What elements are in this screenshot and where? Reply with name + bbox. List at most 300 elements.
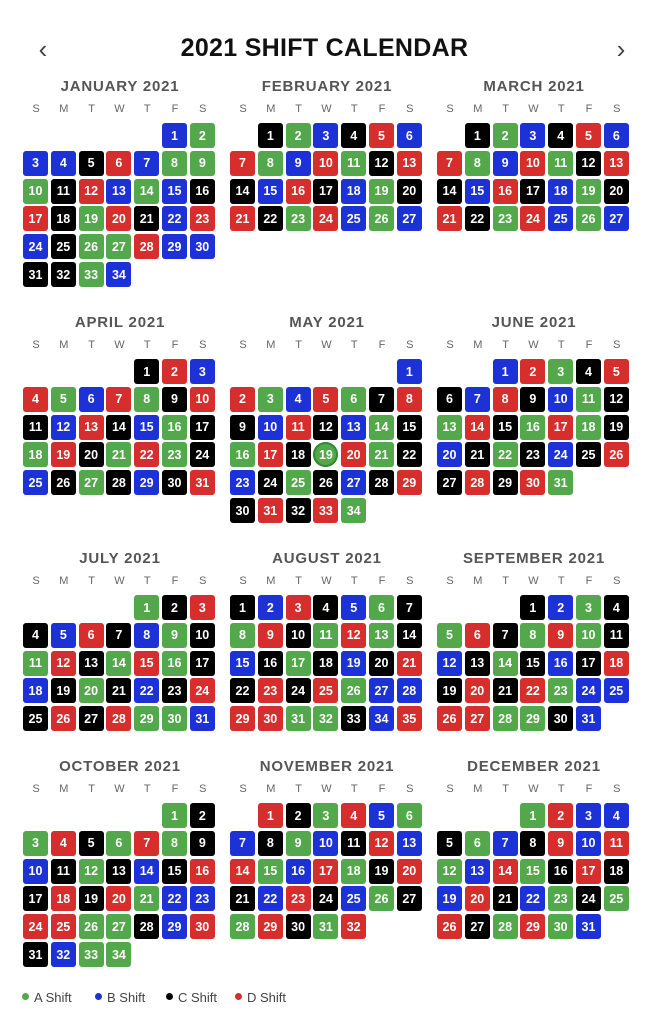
day-cell[interactable]: 19 [437,678,462,703]
day-cell[interactable]: 5 [341,595,366,620]
day-cell[interactable]: 2 [162,359,187,384]
day-cell[interactable]: 18 [23,442,48,467]
day-cell[interactable]: 22 [162,206,187,231]
day-cell[interactable]: 19 [437,886,462,911]
day-cell[interactable]: 15 [162,179,187,204]
day-cell[interactable]: 32 [341,914,366,939]
day-cell[interactable]: 7 [106,387,131,412]
day-cell[interactable]: 23 [286,886,311,911]
day-cell[interactable]: 16 [548,651,573,676]
day-cell[interactable]: 17 [286,651,311,676]
day-cell[interactable]: 11 [51,179,76,204]
day-cell[interactable]: 12 [51,415,76,440]
day-cell[interactable]: 8 [134,623,159,648]
day-cell[interactable]: 24 [190,678,215,703]
day-cell[interactable]: 10 [313,151,338,176]
day-cell[interactable]: 9 [520,387,545,412]
day-cell[interactable]: 12 [604,387,629,412]
day-cell[interactable]: 2 [286,803,311,828]
day-cell[interactable]: 16 [286,179,311,204]
day-cell[interactable]: 12 [437,859,462,884]
day-cell[interactable]: 24 [576,886,601,911]
day-cell[interactable]: 13 [341,415,366,440]
day-cell[interactable]: 4 [604,803,629,828]
day-cell[interactable]: 20 [465,886,490,911]
day-cell[interactable]: 19 [369,179,394,204]
day-cell[interactable]: 14 [369,415,394,440]
day-cell[interactable]: 4 [51,831,76,856]
day-cell[interactable]: 3 [258,387,283,412]
day-cell[interactable]: 21 [230,206,255,231]
day-cell[interactable]: 24 [548,442,573,467]
day-cell[interactable]: 13 [465,859,490,884]
day-cell[interactable]: 20 [369,651,394,676]
day-cell[interactable]: 6 [465,623,490,648]
day-cell[interactable]: 30 [190,914,215,939]
day-cell[interactable]: 17 [190,651,215,676]
day-cell[interactable]: 11 [313,623,338,648]
day-cell[interactable]: 17 [23,206,48,231]
day-cell[interactable]: 20 [106,886,131,911]
day-cell[interactable]: 2 [162,595,187,620]
day-cell[interactable]: 18 [604,859,629,884]
day-cell[interactable]: 6 [106,831,131,856]
day-cell[interactable]: 19 [604,415,629,440]
day-cell[interactable]: 11 [51,859,76,884]
day-cell[interactable]: 13 [106,179,131,204]
day-cell[interactable]: 3 [548,359,573,384]
day-cell[interactable]: 31 [190,470,215,495]
day-cell[interactable]: 3 [190,595,215,620]
day-cell[interactable]: 23 [190,206,215,231]
day-cell[interactable]: 6 [397,803,422,828]
day-cell[interactable]: 30 [190,234,215,259]
day-cell[interactable]: 27 [604,206,629,231]
day-cell[interactable]: 16 [230,442,255,467]
day-cell[interactable]: 16 [190,179,215,204]
day-cell[interactable]: 2 [190,803,215,828]
day-cell[interactable]: 23 [190,886,215,911]
day-cell[interactable]: 14 [134,859,159,884]
day-cell[interactable]: 26 [341,678,366,703]
day-cell[interactable]: 1 [258,803,283,828]
day-cell[interactable]: 29 [134,706,159,731]
day-cell[interactable]: 26 [51,470,76,495]
day-cell[interactable]: 24 [576,678,601,703]
day-cell[interactable]: 14 [465,415,490,440]
day-cell[interactable]: 31 [190,706,215,731]
day-cell[interactable]: 10 [548,387,573,412]
day-cell[interactable]: 20 [397,179,422,204]
day-cell[interactable]: 18 [51,886,76,911]
day-cell[interactable]: 6 [106,151,131,176]
day-cell[interactable]: 33 [313,498,338,523]
day-cell[interactable]: 34 [106,942,131,967]
day-cell[interactable]: 32 [313,706,338,731]
day-cell[interactable]: 12 [369,831,394,856]
day-cell[interactable]: 26 [313,470,338,495]
day-cell[interactable]: 21 [134,206,159,231]
day-cell[interactable]: 34 [106,262,131,287]
day-cell[interactable]: 19 [576,179,601,204]
day-cell[interactable]: 16 [162,651,187,676]
day-cell[interactable]: 4 [313,595,338,620]
day-cell[interactable]: 31 [286,706,311,731]
day-cell[interactable]: 11 [341,151,366,176]
day-cell[interactable]: 8 [397,387,422,412]
day-cell[interactable]: 30 [258,706,283,731]
day-cell[interactable]: 8 [493,387,518,412]
day-cell[interactable]: 21 [134,886,159,911]
day-cell[interactable]: 22 [520,886,545,911]
day-cell[interactable]: 24 [258,470,283,495]
day-cell[interactable]: 3 [23,151,48,176]
day-cell[interactable]: 28 [230,914,255,939]
day-cell[interactable]: 24 [313,206,338,231]
day-cell[interactable]: 6 [397,123,422,148]
day-cell[interactable]: 31 [313,914,338,939]
day-cell[interactable]: 4 [576,359,601,384]
day-cell[interactable]: 29 [162,914,187,939]
day-cell[interactable]: 12 [51,651,76,676]
day-cell[interactable]: 12 [576,151,601,176]
day-cell[interactable]: 24 [520,206,545,231]
day-cell[interactable]: 29 [258,914,283,939]
day-cell[interactable]: 5 [604,359,629,384]
day-cell[interactable]: 10 [23,859,48,884]
day-cell[interactable]: 17 [313,179,338,204]
day-cell[interactable]: 24 [23,234,48,259]
day-cell[interactable]: 15 [230,651,255,676]
day-cell[interactable]: 1 [134,595,159,620]
day-cell[interactable]: 13 [79,651,104,676]
day-cell[interactable]: 5 [79,151,104,176]
day-cell[interactable]: 1 [162,803,187,828]
day-cell[interactable]: 1 [230,595,255,620]
day-cell[interactable]: 29 [520,706,545,731]
day-cell[interactable]: 2 [548,803,573,828]
day-cell[interactable]: 12 [313,415,338,440]
day-cell[interactable]: 13 [604,151,629,176]
day-cell[interactable]: 14 [437,179,462,204]
day-cell[interactable]: 29 [493,470,518,495]
day-cell[interactable]: 23 [520,442,545,467]
day-cell[interactable]: 1 [465,123,490,148]
day-cell[interactable]: 11 [604,831,629,856]
day-cell[interactable]: 21 [437,206,462,231]
day-cell[interactable]: 9 [162,623,187,648]
day-cell[interactable]: 16 [190,859,215,884]
day-cell[interactable]: 7 [493,623,518,648]
day-cell[interactable]: 15 [258,179,283,204]
day-cell[interactable]: 30 [520,470,545,495]
day-cell[interactable]: 21 [493,886,518,911]
day-cell[interactable]: 25 [341,886,366,911]
day-cell[interactable]: 30 [548,914,573,939]
day-cell[interactable]: 19 [79,886,104,911]
day-cell[interactable]: 17 [23,886,48,911]
day-cell[interactable]: 16 [493,179,518,204]
day-cell[interactable]: 1 [520,595,545,620]
day-cell[interactable]: 10 [313,831,338,856]
day-cell[interactable]: 6 [79,623,104,648]
day-cell[interactable]: 19 [369,859,394,884]
day-cell[interactable]: 19 [51,442,76,467]
day-cell[interactable]: 11 [23,651,48,676]
day-cell[interactable]: 10 [190,623,215,648]
day-cell[interactable]: 17 [576,859,601,884]
day-cell[interactable]: 9 [548,623,573,648]
day-cell[interactable]: 20 [437,442,462,467]
day-cell[interactable]: 30 [230,498,255,523]
day-cell[interactable]: 10 [520,151,545,176]
day-cell[interactable]: 26 [51,706,76,731]
day-cell[interactable]: 9 [258,623,283,648]
day-cell[interactable]: 26 [369,886,394,911]
day-cell[interactable]: 7 [134,151,159,176]
day-cell[interactable]: 33 [341,706,366,731]
day-cell[interactable]: 8 [520,623,545,648]
day-cell[interactable]: 25 [313,678,338,703]
day-cell[interactable]: 12 [341,623,366,648]
day-cell[interactable]: 16 [520,415,545,440]
day-cell[interactable]: 8 [520,831,545,856]
day-cell[interactable]: 2 [493,123,518,148]
day-cell[interactable]: 23 [258,678,283,703]
day-cell[interactable]: 1 [134,359,159,384]
day-cell[interactable]: 18 [23,678,48,703]
day-cell[interactable]: 14 [106,415,131,440]
day-cell[interactable]: 17 [548,415,573,440]
day-cell[interactable]: 8 [162,151,187,176]
day-cell[interactable]: 26 [369,206,394,231]
day-cell[interactable]: 20 [397,859,422,884]
day-cell[interactable]: 12 [437,651,462,676]
day-cell[interactable]: 1 [397,359,422,384]
day-cell[interactable]: 9 [162,387,187,412]
day-cell[interactable]: 13 [106,859,131,884]
day-cell[interactable]: 3 [313,803,338,828]
day-cell[interactable]: 16 [548,859,573,884]
day-cell[interactable]: 21 [106,442,131,467]
day-cell[interactable]: 4 [548,123,573,148]
day-cell[interactable]: 13 [437,415,462,440]
day-cell[interactable]: 29 [230,706,255,731]
day-cell[interactable]: 18 [548,179,573,204]
day-cell[interactable]: 25 [576,442,601,467]
day-cell[interactable]: 27 [397,206,422,231]
day-cell[interactable]: 22 [258,886,283,911]
day-cell[interactable]: 30 [286,914,311,939]
day-cell[interactable]: 14 [493,651,518,676]
day-cell[interactable]: 5 [79,831,104,856]
day-cell[interactable]: 23 [230,470,255,495]
day-cell[interactable]: 29 [397,470,422,495]
day-cell[interactable]: 1 [520,803,545,828]
day-cell[interactable]: 13 [397,831,422,856]
day-cell[interactable]: 22 [134,442,159,467]
day-cell[interactable]: 10 [576,623,601,648]
day-cell[interactable]: 11 [604,623,629,648]
day-cell[interactable]: 27 [79,470,104,495]
day-cell[interactable]: 27 [369,678,394,703]
day-cell[interactable]: 11 [576,387,601,412]
day-cell[interactable]: 24 [190,442,215,467]
chevron-left-icon[interactable]: ‹ [38,34,48,64]
day-cell[interactable]: 24 [313,886,338,911]
day-cell[interactable]: 32 [51,262,76,287]
day-cell[interactable]: 7 [230,831,255,856]
day-cell[interactable]: 19 [341,651,366,676]
day-cell[interactable]: 25 [286,470,311,495]
day-cell[interactable]: 5 [369,123,394,148]
day-cell[interactable]: 10 [576,831,601,856]
day-cell[interactable]: 9 [190,831,215,856]
day-cell[interactable]: 2 [520,359,545,384]
day-cell[interactable]: 4 [341,803,366,828]
day-cell[interactable]: 27 [106,914,131,939]
day-cell[interactable]: 18 [286,442,311,467]
day-cell[interactable]: 14 [230,859,255,884]
day-cell[interactable]: 27 [106,234,131,259]
day-cell[interactable]: 1 [493,359,518,384]
day-cell[interactable]: 9 [190,151,215,176]
day-cell[interactable]: 21 [369,442,394,467]
day-cell[interactable]: 28 [134,914,159,939]
day-cell[interactable]: 21 [493,678,518,703]
day-cell[interactable]: 21 [465,442,490,467]
day-cell[interactable]: 24 [23,914,48,939]
day-cell[interactable]: 27 [465,914,490,939]
day-cell[interactable]: 11 [548,151,573,176]
day-cell[interactable]: 9 [548,831,573,856]
day-cell[interactable]: 4 [23,387,48,412]
day-cell[interactable]: 28 [369,470,394,495]
day-cell[interactable]: 10 [258,415,283,440]
day-cell[interactable]: 7 [106,623,131,648]
day-cell[interactable]: 25 [548,206,573,231]
day-cell[interactable]: 26 [437,706,462,731]
day-cell[interactable]: 17 [258,442,283,467]
day-cell[interactable]: 18 [576,415,601,440]
day-cell[interactable]: 4 [23,623,48,648]
day-cell[interactable]: 25 [23,706,48,731]
day-cell[interactable]: 4 [341,123,366,148]
day-cell[interactable]: 13 [369,623,394,648]
day-cell[interactable]: 15 [397,415,422,440]
day-cell[interactable]: 20 [465,678,490,703]
day-cell[interactable]: 35 [397,706,422,731]
day-cell[interactable]: 3 [576,803,601,828]
day-cell[interactable]: 15 [134,651,159,676]
day-cell[interactable]: 32 [286,498,311,523]
day-cell[interactable]: 29 [162,234,187,259]
day-cell[interactable]: 22 [493,442,518,467]
day-cell[interactable]: 20 [341,442,366,467]
day-cell[interactable]: 19 [79,206,104,231]
day-cell[interactable]: 28 [493,706,518,731]
day-cell[interactable]: 20 [79,678,104,703]
day-cell[interactable]: 1 [162,123,187,148]
day-cell[interactable]: 22 [520,678,545,703]
day-cell[interactable]: 10 [190,387,215,412]
day-cell[interactable]: 3 [313,123,338,148]
day-cell[interactable]: 23 [286,206,311,231]
day-cell[interactable]: 16 [162,415,187,440]
day-cell[interactable]: 34 [369,706,394,731]
day-cell[interactable]: 29 [520,914,545,939]
day-cell[interactable]: 22 [465,206,490,231]
day-cell[interactable]: 15 [162,859,187,884]
day-cell[interactable]: 2 [286,123,311,148]
day-cell[interactable]: 4 [286,387,311,412]
day-cell[interactable]: 30 [162,470,187,495]
day-cell[interactable]: 10 [23,179,48,204]
day-cell[interactable]: 27 [79,706,104,731]
day-cell[interactable]: 3 [520,123,545,148]
day-cell[interactable]: 17 [520,179,545,204]
day-cell[interactable]: 23 [162,678,187,703]
day-cell[interactable]: 25 [604,886,629,911]
day-cell[interactable]: 32 [51,942,76,967]
day-cell[interactable]: 5 [437,623,462,648]
day-cell[interactable]: 7 [134,831,159,856]
day-cell[interactable]: 26 [437,914,462,939]
day-cell[interactable]: 27 [437,470,462,495]
day-cell[interactable]: 12 [79,179,104,204]
day-cell[interactable]: 8 [230,623,255,648]
day-cell[interactable]: 2 [258,595,283,620]
day-cell[interactable]: 25 [23,470,48,495]
day-cell[interactable]: 10 [286,623,311,648]
day-cell[interactable]: 8 [134,387,159,412]
day-cell[interactable]: 31 [23,262,48,287]
day-cell[interactable]: 6 [341,387,366,412]
day-cell[interactable]: 17 [576,651,601,676]
day-cell[interactable]: 7 [465,387,490,412]
day-cell[interactable]: 18 [341,859,366,884]
day-cell[interactable]: 25 [341,206,366,231]
day-cell[interactable]: 7 [397,595,422,620]
day-cell[interactable]: 23 [162,442,187,467]
day-cell[interactable]: 13 [465,651,490,676]
day-cell[interactable]: 11 [23,415,48,440]
day-cell[interactable]: 5 [313,387,338,412]
day-cell-today[interactable]: 19 [313,442,338,467]
day-cell[interactable]: 5 [437,831,462,856]
day-cell[interactable]: 23 [548,678,573,703]
day-cell[interactable]: 8 [465,151,490,176]
day-cell[interactable]: 31 [576,706,601,731]
day-cell[interactable]: 3 [286,595,311,620]
day-cell[interactable]: 7 [437,151,462,176]
day-cell[interactable]: 4 [51,151,76,176]
day-cell[interactable]: 9 [286,831,311,856]
day-cell[interactable]: 15 [134,415,159,440]
day-cell[interactable]: 29 [134,470,159,495]
day-cell[interactable]: 18 [341,179,366,204]
day-cell[interactable]: 13 [79,415,104,440]
day-cell[interactable]: 21 [397,651,422,676]
day-cell[interactable]: 17 [313,859,338,884]
day-cell[interactable]: 26 [604,442,629,467]
day-cell[interactable]: 8 [258,831,283,856]
day-cell[interactable]: 30 [162,706,187,731]
day-cell[interactable]: 21 [230,886,255,911]
day-cell[interactable]: 25 [51,914,76,939]
day-cell[interactable]: 14 [493,859,518,884]
day-cell[interactable]: 16 [286,859,311,884]
